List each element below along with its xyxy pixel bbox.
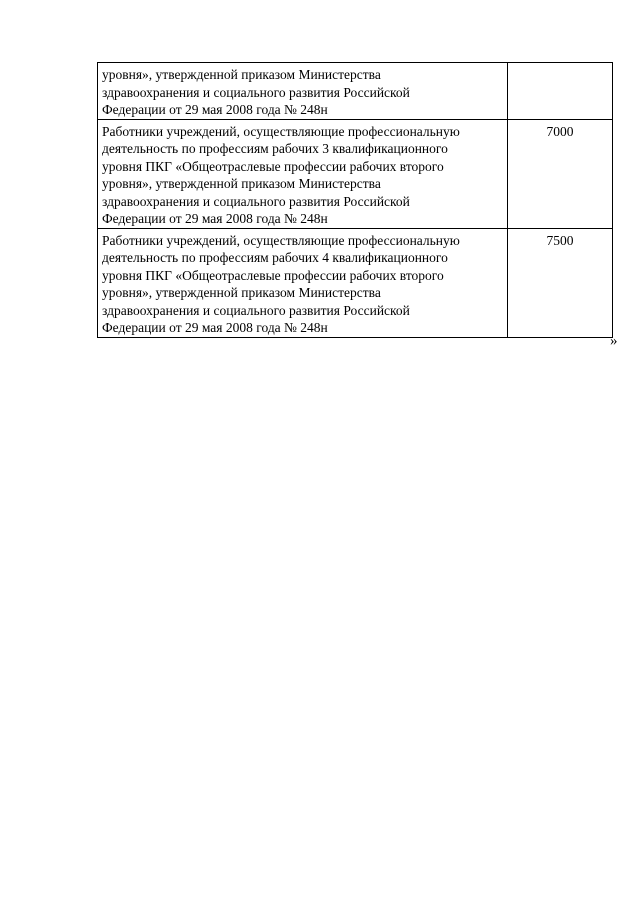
text-line: здравоохранения и социального развития Российской <box>102 84 410 100</box>
text-line: уровня», утвержденной приказом Министерства <box>102 176 381 191</box>
text-line: здравоохранения и социального развития Российской <box>102 193 410 209</box>
text-line: Федерации от 29 мая 2008 года № 248н <box>102 320 328 335</box>
text-line: здравоохранения и социального развития Российской <box>102 302 410 318</box>
text-line: Федерации от 29 мая 2008 года № 248н <box>102 102 328 117</box>
text-line: Федерации от 29 мая 2008 года № 248н <box>102 211 328 226</box>
table-row <box>98 119 613 228</box>
row-value <box>508 63 613 120</box>
salary-table <box>97 62 613 338</box>
text-line: уровня», утвержденной приказом Министерства <box>102 67 381 82</box>
text-line: деятельность по профессиям рабочих 4 квалификационного <box>102 250 448 265</box>
text-line: уровня ПКГ «Общеотраслевые профессии рабочих второго <box>102 267 444 283</box>
closing-quote-mark: » <box>610 333 618 349</box>
row-description <box>98 228 508 337</box>
row-description <box>98 119 508 228</box>
row-value: 7000 <box>508 119 613 228</box>
row-value: 7500 <box>508 228 613 337</box>
text-line: уровня», утвержденной приказом Министерства <box>102 285 381 300</box>
table-row <box>98 228 613 337</box>
text-line: уровня ПКГ «Общеотраслевые профессии рабочих второго <box>102 158 444 174</box>
text-line: деятельность по профессиям рабочих 3 квалификационного <box>102 141 448 156</box>
text-line: Работники учреждений, осуществляющие профессиональную <box>102 232 460 248</box>
table-row <box>98 63 613 120</box>
text-line: Работники учреждений, осуществляющие профессиональную <box>102 123 460 139</box>
row-description <box>98 63 508 120</box>
